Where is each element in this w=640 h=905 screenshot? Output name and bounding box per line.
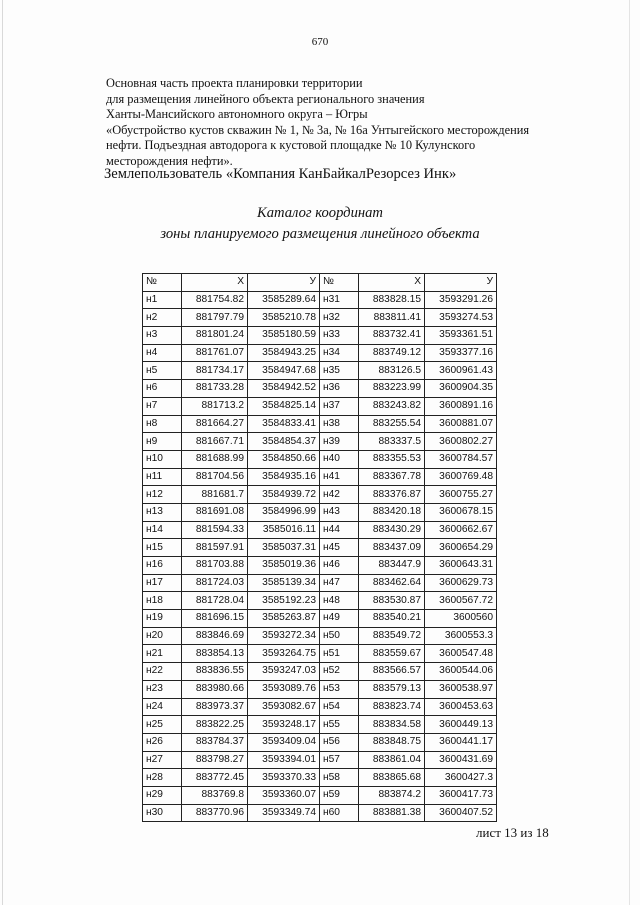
point-id: н16: [143, 557, 182, 575]
coordinates-table-body: [143, 291, 497, 822]
point-id: н50: [320, 627, 359, 645]
point-id: н55: [320, 716, 359, 734]
coord-x: 883579.13: [359, 680, 425, 698]
point-id: н24: [143, 698, 182, 716]
coord-x: 883437.09: [359, 539, 425, 557]
point-id: н12: [143, 486, 182, 504]
coord-x: 883980.66: [182, 680, 248, 698]
point-id: н2: [143, 309, 182, 327]
point-id: н28: [143, 769, 182, 787]
coord-y: 3585139.34: [248, 574, 320, 592]
point-id: н23: [143, 680, 182, 698]
coord-y: 3600769.48: [425, 468, 497, 486]
table-row: [143, 344, 497, 362]
coord-x: 883732.41: [359, 327, 425, 345]
point-id: н21: [143, 645, 182, 663]
table-row: [143, 362, 497, 380]
coord-x: 883337.5: [359, 433, 425, 451]
coord-x: 883355.53: [359, 450, 425, 468]
coord-y: 3600629.73: [425, 574, 497, 592]
point-id: н15: [143, 539, 182, 557]
coord-y: 3600407.52: [425, 804, 497, 822]
coord-y: 3585019.36: [248, 557, 320, 575]
point-id: н44: [320, 521, 359, 539]
coord-y: 3593089.76: [248, 680, 320, 698]
coord-x: 881703.88: [182, 557, 248, 575]
coord-y: 3600553.3: [425, 627, 497, 645]
project-header: [106, 76, 606, 170]
coord-x: 883447.9: [359, 557, 425, 575]
point-id: н13: [143, 503, 182, 521]
column-header-y: У: [425, 274, 497, 292]
coord-x: 881728.04: [182, 592, 248, 610]
coord-y: 3593272.34: [248, 627, 320, 645]
sheet-counter: лист 13 из 18: [476, 825, 549, 840]
coord-x: 883772.45: [182, 769, 248, 787]
table-row: [143, 521, 497, 539]
coord-y: 3584947.68: [248, 362, 320, 380]
coord-y: 3600453.63: [425, 698, 497, 716]
point-id: н5: [143, 362, 182, 380]
point-id: н17: [143, 574, 182, 592]
coord-x: 881691.08: [182, 503, 248, 521]
table-row: [143, 327, 497, 345]
coord-y: 3584939.72: [248, 486, 320, 504]
coord-x: 883861.04: [359, 751, 425, 769]
coord-x: 883420.18: [359, 503, 425, 521]
coordinates-table: [142, 273, 497, 822]
coord-x: 883769.8: [182, 786, 248, 804]
point-id: н9: [143, 433, 182, 451]
table-row: [143, 751, 497, 769]
coord-x: 883828.15: [359, 291, 425, 309]
coord-y: 3600643.31: [425, 557, 497, 575]
header-line: Ханты-Мансийского автономного округа – Югры: [106, 107, 368, 122]
coord-x: 883462.64: [359, 574, 425, 592]
coord-y: 3593264.75: [248, 645, 320, 663]
coord-y: 3600904.35: [425, 380, 497, 398]
coord-x: 883834.58: [359, 716, 425, 734]
coord-x: 883540.21: [359, 610, 425, 628]
table-row: [143, 309, 497, 327]
point-id: н52: [320, 663, 359, 681]
coord-x: 883848.75: [359, 733, 425, 751]
catalog-subtitle: зоны планируемого размещения линейного объекта: [160, 226, 480, 242]
table-row: [143, 680, 497, 698]
point-id: н37: [320, 397, 359, 415]
coord-y: 3593377.16: [425, 344, 497, 362]
coord-x: 881734.17: [182, 362, 248, 380]
coord-x: 883846.69: [182, 627, 248, 645]
coord-y: 3584996.99: [248, 503, 320, 521]
point-id: н51: [320, 645, 359, 663]
coord-x: 881704.56: [182, 468, 248, 486]
coord-y: 3600449.13: [425, 716, 497, 734]
table-row: [143, 733, 497, 751]
table-row: [143, 380, 497, 398]
point-id: н57: [320, 751, 359, 769]
table-row: [143, 716, 497, 734]
coord-y: 3584943.25: [248, 344, 320, 362]
coord-x: 881713.2: [182, 397, 248, 415]
page-number: 670: [311, 36, 329, 48]
point-id: н46: [320, 557, 359, 575]
point-id: н30: [143, 804, 182, 822]
coord-y: 3600560: [425, 610, 497, 628]
coord-y: 3600567.72: [425, 592, 497, 610]
coord-y: 3585263.87: [248, 610, 320, 628]
point-id: н35: [320, 362, 359, 380]
coord-y: 3600678.15: [425, 503, 497, 521]
point-id: н7: [143, 397, 182, 415]
coord-x: 883243.82: [359, 397, 425, 415]
table-row: [143, 433, 497, 451]
coord-y: 3585037.31: [248, 539, 320, 557]
table-row: [143, 415, 497, 433]
point-id: н19: [143, 610, 182, 628]
scan-edge-right: [629, 0, 630, 905]
header-line: нефти. Подъездная автодорога к кустовой площадке № 10 Кулунского: [106, 138, 476, 153]
coord-y: 3600547.48: [425, 645, 497, 663]
scan-edge-left: [2, 0, 3, 905]
column-header-y: У: [248, 274, 320, 292]
coord-y: 3600654.29: [425, 539, 497, 557]
coord-y: 3584825.14: [248, 397, 320, 415]
coord-x: 883367.78: [359, 468, 425, 486]
table-row: [143, 663, 497, 681]
table-row: [143, 450, 497, 468]
coord-x: 881733.28: [182, 380, 248, 398]
coord-y: 3600427.3: [425, 769, 497, 787]
column-header-x: Х: [182, 274, 248, 292]
table-row: [143, 592, 497, 610]
coord-y: 3593274.53: [425, 309, 497, 327]
table-row: [143, 645, 497, 663]
table-row: [143, 557, 497, 575]
point-id: н26: [143, 733, 182, 751]
point-id: н60: [320, 804, 359, 822]
table-row: [143, 468, 497, 486]
point-id: н27: [143, 751, 182, 769]
coord-y: 3584854.37: [248, 433, 320, 451]
coord-y: 3593291.26: [425, 291, 497, 309]
coord-x: 883854.13: [182, 645, 248, 663]
coord-x: 883530.87: [359, 592, 425, 610]
coord-x: 883811.41: [359, 309, 425, 327]
point-id: н33: [320, 327, 359, 345]
coord-x: 883223.99: [359, 380, 425, 398]
point-id: н3: [143, 327, 182, 345]
coord-x: 881696.15: [182, 610, 248, 628]
coord-x: 881724.03: [182, 574, 248, 592]
table-row: [143, 769, 497, 787]
coord-y: 3593349.74: [248, 804, 320, 822]
point-id: н38: [320, 415, 359, 433]
coord-y: 3600441.17: [425, 733, 497, 751]
coord-y: 3600662.67: [425, 521, 497, 539]
coord-x: 881681.7: [182, 486, 248, 504]
point-id: н48: [320, 592, 359, 610]
point-id: н8: [143, 415, 182, 433]
point-id: н18: [143, 592, 182, 610]
coord-y: 3600961.43: [425, 362, 497, 380]
coord-y: 3600544.06: [425, 663, 497, 681]
coord-y: 3600881.07: [425, 415, 497, 433]
table-row: [143, 698, 497, 716]
coord-x: 883822.25: [182, 716, 248, 734]
coord-x: 883881.38: [359, 804, 425, 822]
coord-x: 881761.07: [182, 344, 248, 362]
point-id: н59: [320, 786, 359, 804]
coord-x: 881664.27: [182, 415, 248, 433]
table-row: [143, 574, 497, 592]
point-id: н43: [320, 503, 359, 521]
coord-x: 883566.57: [359, 663, 425, 681]
point-id: н40: [320, 450, 359, 468]
point-id: н11: [143, 468, 182, 486]
column-header-number: №: [320, 274, 359, 292]
coord-x: 883798.27: [182, 751, 248, 769]
coord-y: 3585180.59: [248, 327, 320, 345]
table-row: [143, 503, 497, 521]
land-user: Землепользователь «Компания КанБайкалРезорсез Инк»: [104, 166, 457, 182]
coord-y: 3600417.73: [425, 786, 497, 804]
point-id: н56: [320, 733, 359, 751]
coord-y: 3593370.33: [248, 769, 320, 787]
column-header-x: Х: [359, 274, 425, 292]
point-id: н4: [143, 344, 182, 362]
point-id: н47: [320, 574, 359, 592]
coord-y: 3593247.03: [248, 663, 320, 681]
point-id: н34: [320, 344, 359, 362]
header-line: для размещения линейного объекта регионального значения: [106, 91, 425, 106]
coord-x: 883430.29: [359, 521, 425, 539]
point-id: н1: [143, 291, 182, 309]
coord-x: 883770.96: [182, 804, 248, 822]
coord-y: 3600891.16: [425, 397, 497, 415]
coord-x: 883874.2: [359, 786, 425, 804]
coord-x: 883749.12: [359, 344, 425, 362]
table-row: [143, 804, 497, 822]
header-line: Основная часть проекта планировки территории: [106, 76, 363, 90]
table-row: [143, 291, 497, 309]
coord-y: 3585192.23: [248, 592, 320, 610]
table-row: [143, 397, 497, 415]
coord-x: 883126.5: [359, 362, 425, 380]
coord-x: 881801.24: [182, 327, 248, 345]
coord-y: 3584833.41: [248, 415, 320, 433]
coord-x: 883376.87: [359, 486, 425, 504]
point-id: н32: [320, 309, 359, 327]
table-row: [143, 486, 497, 504]
point-id: н54: [320, 698, 359, 716]
point-id: н10: [143, 450, 182, 468]
coord-x: 883865.68: [359, 769, 425, 787]
point-id: н22: [143, 663, 182, 681]
coord-x: 883255.54: [359, 415, 425, 433]
coord-x: 883836.55: [182, 663, 248, 681]
coord-x: 883559.67: [359, 645, 425, 663]
catalog-title: Каталог координат: [257, 205, 383, 221]
coord-x: 883784.37: [182, 733, 248, 751]
point-id: н31: [320, 291, 359, 309]
point-id: н53: [320, 680, 359, 698]
coord-x: 881754.82: [182, 291, 248, 309]
column-header-number: №: [143, 274, 182, 292]
coord-y: 3600784.57: [425, 450, 497, 468]
coord-y: 3585210.78: [248, 309, 320, 327]
coord-y: 3600755.27: [425, 486, 497, 504]
table-header-row: [143, 274, 497, 292]
point-id: н6: [143, 380, 182, 398]
coord-x: 881667.71: [182, 433, 248, 451]
point-id: н41: [320, 468, 359, 486]
coord-y: 3593082.67: [248, 698, 320, 716]
point-id: н45: [320, 539, 359, 557]
coord-y: 3584850.66: [248, 450, 320, 468]
coord-y: 3593360.07: [248, 786, 320, 804]
coord-y: 3584942.52: [248, 380, 320, 398]
coord-x: 881688.99: [182, 450, 248, 468]
coord-y: 3600538.97: [425, 680, 497, 698]
coord-x: 883973.37: [182, 698, 248, 716]
header-line: месторождения нефти».: [106, 153, 233, 168]
coord-y: 3585289.64: [248, 291, 320, 309]
coord-y: 3593248.17: [248, 716, 320, 734]
table-row: [143, 539, 497, 557]
point-id: н36: [320, 380, 359, 398]
coord-x: 881597.91: [182, 539, 248, 557]
table-row: [143, 627, 497, 645]
point-id: н42: [320, 486, 359, 504]
coord-y: 3593394.01: [248, 751, 320, 769]
coord-x: 883823.74: [359, 698, 425, 716]
coord-x: 881594.33: [182, 521, 248, 539]
point-id: н20: [143, 627, 182, 645]
coord-x: 881797.79: [182, 309, 248, 327]
point-id: н25: [143, 716, 182, 734]
table-row: [143, 610, 497, 628]
header-line: «Обустройство кустов скважин № 1, № 3а, № 16а Унтыгейского месторождения: [106, 122, 530, 137]
table-row: [143, 786, 497, 804]
coord-y: 3584935.16: [248, 468, 320, 486]
point-id: н14: [143, 521, 182, 539]
point-id: н29: [143, 786, 182, 804]
point-id: н39: [320, 433, 359, 451]
point-id: н49: [320, 610, 359, 628]
coord-y: 3593361.51: [425, 327, 497, 345]
point-id: н58: [320, 769, 359, 787]
coord-y: 3600431.69: [425, 751, 497, 769]
coord-y: 3593409.04: [248, 733, 320, 751]
coord-x: 883549.72: [359, 627, 425, 645]
coord-y: 3600802.27: [425, 433, 497, 451]
coord-y: 3585016.11: [248, 521, 320, 539]
